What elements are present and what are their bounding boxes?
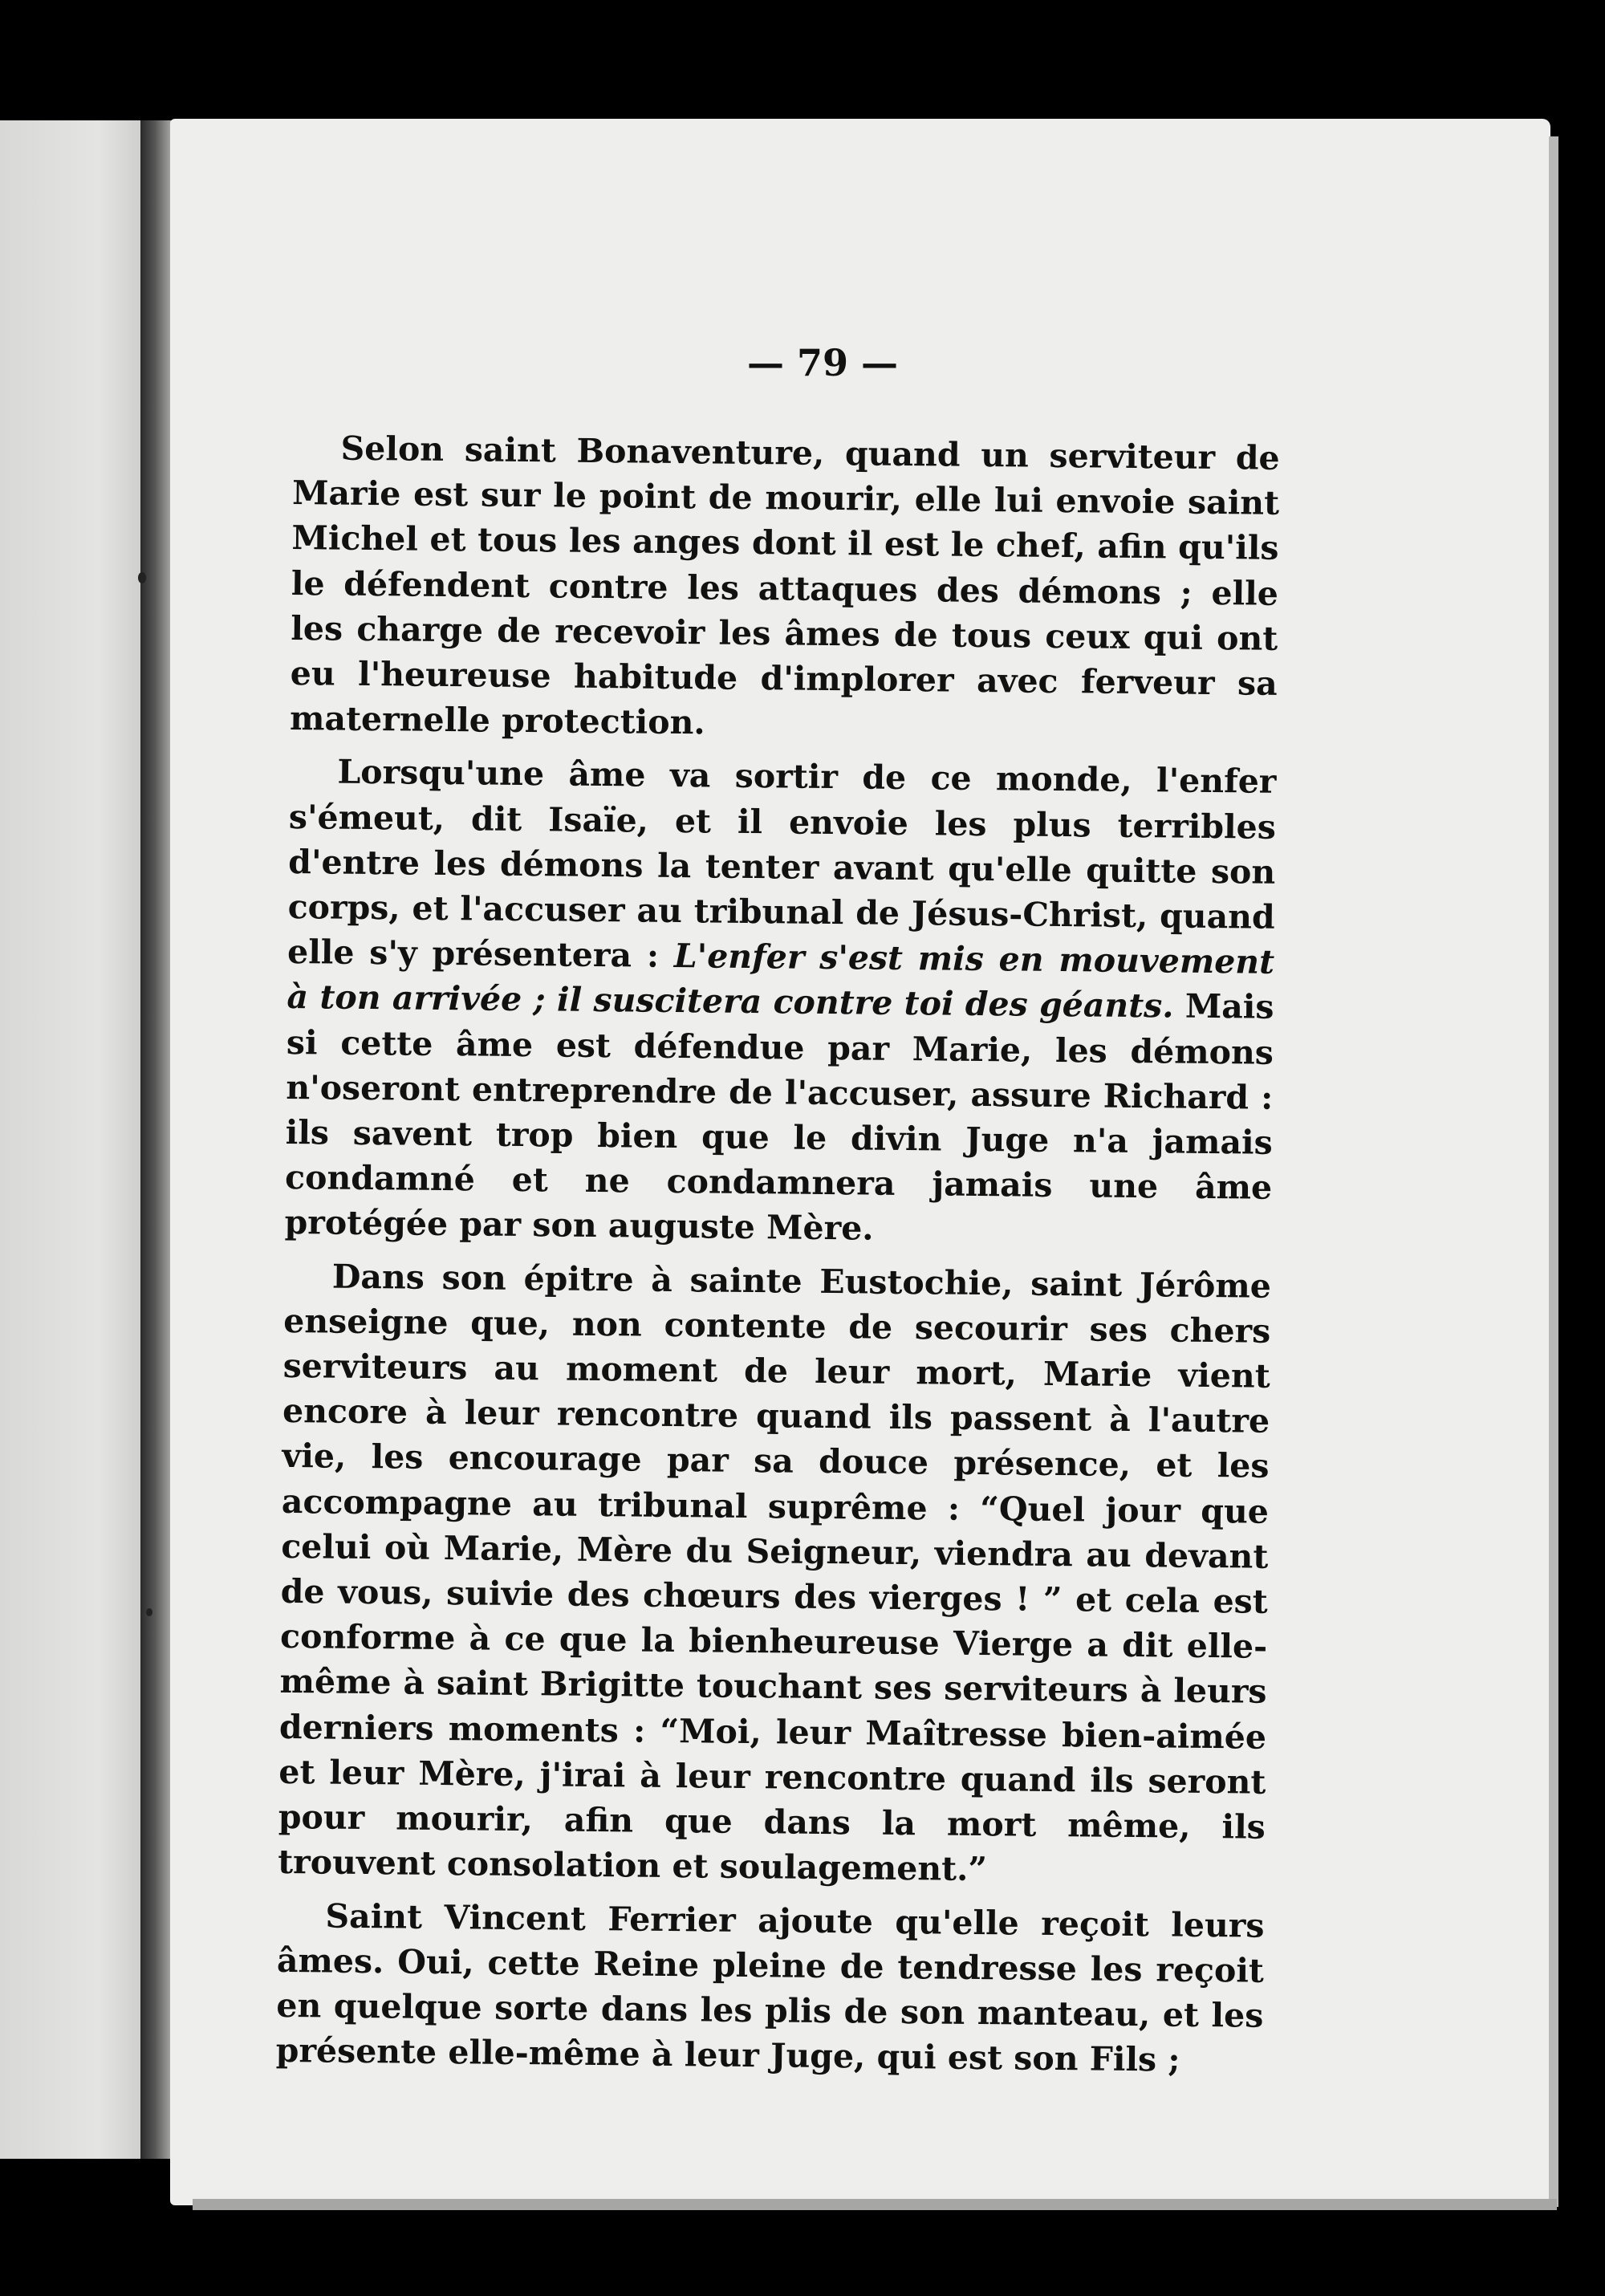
binding-mark bbox=[138, 572, 146, 583]
italic-quotation: L'enfer s'est mis en mouvement à ton arrivée ; il suscitera contre toi des géants. bbox=[286, 937, 1275, 1026]
page-number: — 79 — bbox=[746, 341, 899, 384]
paragraph bbox=[278, 1254, 1271, 1896]
text-segment: Selon saint Bonaventure, quand un serviteur de Marie est sur le point de mourir, elle lui envoie saint Michel et tous les anges dont il est le chef, afin qu'ils le défendent contre les attaques des démons ; elle les charge de recevoir les âmes de tous ceux qui ont eu l'heureuse habitude d'implorer avec ferveur sa maternelle protection. bbox=[289, 429, 1280, 742]
facing-page-edge bbox=[0, 120, 140, 2159]
paragraph bbox=[284, 749, 1276, 1255]
paragraph bbox=[290, 425, 1280, 751]
text-segment: Lorsqu'une âme va sortir de ce monde, l'enfer s'émeut, dit Isaïe, et il envoie les plus terribles d'entre les démons la tenter avant qu'elle quitte son corps, et l'accuser au tribunal de Jésus-Christ, quand elle s'y présentera : bbox=[286, 753, 1277, 976]
binding-mark bbox=[146, 1608, 152, 1616]
text-segment: Saint Vincent Ferrier ajoute qu'elle reçoit leurs âmes. Oui, cette Reine pleine de tendresse les reçoit en quelque sorte dans les plis de son manteau, et les présente elle-même à leur Juge, qui est son Fils ; bbox=[275, 1896, 1265, 2079]
body-text bbox=[275, 425, 1280, 2091]
page-right-edge bbox=[1549, 136, 1558, 2207]
paragraph bbox=[275, 1892, 1264, 2083]
text-segment: Dans son épitre à sainte Eustochie, saint Jérôme enseigne que, non contente de secourir ses chers serviteurs au moment de leur mort, Marie vient encore à leur rencontre quand ils passent à l'autre vie, les encourage par sa douce présence, et les accompagne au tribunal suprême : “Quel jour que celui où Marie, Mère du Seigneur, viendra au devant de vous, suivie des chœurs des vierges ! ” et cela est conforme à ce que la bienheureuse Vierge a dit elle-même à saint Brigitte touchant ses serviteurs à leurs derniers moments : “Moi, leur Maîtresse bien-aimée et leur Mère, j'irai à leur rencontre quand ils seront pour mourir, afin que dans la mort même, ils trouvent consolation et soulagement.” bbox=[278, 1257, 1272, 1889]
page-bottom-edge bbox=[193, 2199, 1557, 2210]
text-segment: Mais si cette âme est défendue par Marie, les démons n'oseront entreprendre de l'accuser, assure Richard : ils savent trop bien que le divin Juge n'a jamais condamné et ne condamnera jamais une âme protégée par son auguste Mère. bbox=[284, 986, 1274, 1249]
